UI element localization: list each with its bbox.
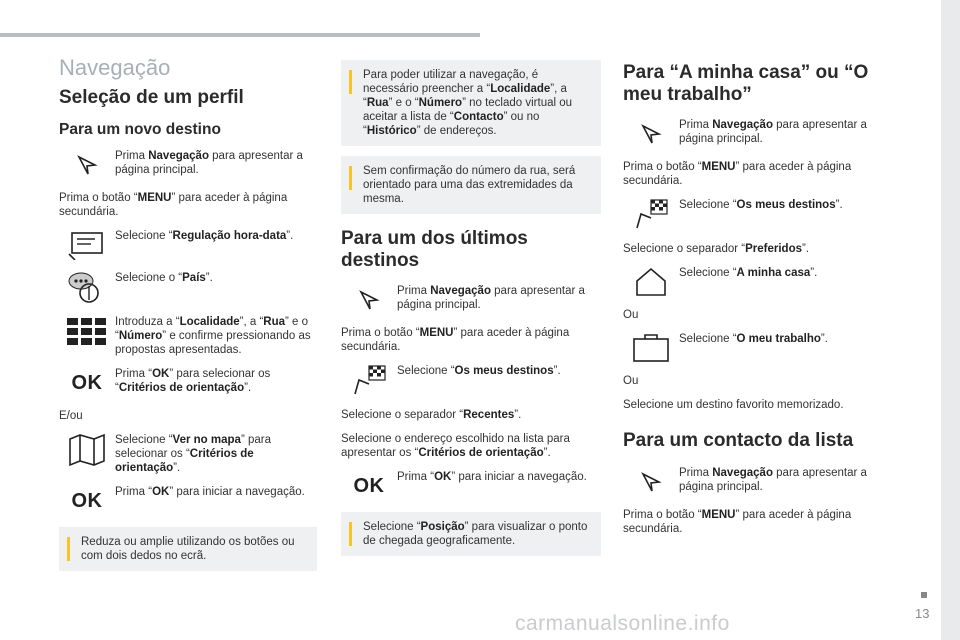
column-2 (341, 60, 601, 566)
paragraph-menu: Prima o botão “MENU” para aceder à página secundária. (623, 509, 852, 535)
step-ok-start: OK Prima “OK” para iniciar a navegação. (59, 485, 317, 517)
heading-new-destination: Para um novo destino (59, 121, 221, 138)
watermark: carmanualsonline.info (515, 612, 730, 635)
note-marker (349, 70, 352, 94)
navigation-arrow-icon (623, 466, 679, 498)
info-note-position: Selecione “Posição” para visualizar o ponto de chegada geograficamente. (341, 512, 601, 556)
column-1 (59, 55, 317, 581)
section-title: Navegação (59, 55, 171, 80)
heading-contact: Para um contacto da lista (623, 430, 854, 451)
map-icon (59, 433, 115, 467)
column-3 (623, 58, 883, 546)
ok-icon: OK (353, 474, 385, 497)
and-or-label: E/ou (59, 410, 83, 422)
paragraph-select-address: Selecione o endereço escolhido na lista para apresentar os “Critérios de orientação”. (341, 433, 570, 459)
heading-select-profile: Seleção de um perfil (59, 87, 244, 108)
heading-home-work: Para “A minha casa” ou “O meu trabalho” (623, 62, 869, 105)
step-ok-start: OK Prima “OK” para iniciar a navegação. (341, 470, 601, 502)
paragraph-menu: Prima o botão “MENU” para aceder à página secundária. (341, 327, 570, 353)
info-note-fields: Para poder utilizar a navegação, é necessário preencher a “Localidade”, a “Rua” e o “Número” no teclado virtual ou aceitar a lista de “Contacto” ou no “Histórico” de endereços. (341, 60, 601, 146)
keyboard-icon (59, 315, 115, 347)
ok-icon: OK (71, 489, 103, 512)
right-margin-band (941, 0, 960, 640)
step-ok-criteria: OK Prima “OK” para selecionar os “Critérios de orientação”. (59, 367, 317, 399)
paragraph-favorites-tab: Selecione o separador “Preferidos”. (623, 243, 810, 255)
paragraph-recent-tab: Selecione o separador “Recentes”. (341, 409, 522, 421)
page-marker (921, 592, 927, 598)
step-view-map: Selecione “Ver no mapa” para selecionar os “Critérios de orientação”. (59, 433, 317, 475)
step-my-home: Selecione “A minha casa”. (623, 266, 883, 298)
home-icon (623, 266, 679, 298)
navigation-arrow-icon (59, 149, 115, 181)
step-country: Selecione o “País”. (59, 271, 317, 305)
paragraph-menu: Prima o botão “MENU” para aceder à página secundária. (623, 161, 852, 187)
briefcase-icon (623, 332, 679, 364)
ok-icon: OK (71, 371, 103, 394)
note-marker (349, 522, 352, 546)
step-address: Introduza a “Localidade”, a “Rua” e o “Número” e confirme pressionando as propostas apresentadas. (59, 315, 317, 357)
step-my-destinations: Selecione “Os meus destinos”. (623, 198, 883, 232)
step-my-destinations: Selecione “Os meus destinos”. (341, 364, 601, 398)
paragraph-menu: Prima o botão “MENU” para aceder à página secundária. (59, 192, 288, 218)
info-note-zoom: Reduza ou amplie utilizando os botões ou com dois dedos no ecrã. (59, 527, 317, 571)
destination-flag-icon (341, 364, 397, 398)
info-note-street-number: Sem confirmação do número da rua, será orientado para uma das extremidades da mesma. (341, 156, 601, 214)
navigation-arrow-icon (341, 284, 397, 316)
page-number: 13 (915, 606, 930, 621)
step-time-date: Selecione “Regulação hora-data”. (59, 229, 317, 261)
step-navigation: Prima Navegação para apresentar a página principal. (623, 466, 883, 498)
step-navigation: Prima Navegação para apresentar a página principal. (341, 284, 601, 316)
voice-settings-icon (59, 271, 115, 305)
paragraph-favorite: Selecione um destino favorito memorizado. (623, 399, 844, 411)
heading-last-destinations: Para um dos últimos destinos (341, 228, 528, 271)
or-label: Ou (623, 375, 639, 387)
top-rule (0, 33, 480, 37)
settings-screen-icon (59, 229, 115, 261)
destination-flag-icon (623, 198, 679, 232)
step-navigation: Prima Navegação para apresentar a página principal. (623, 118, 883, 150)
or-label: Ou (623, 309, 639, 321)
navigation-arrow-icon (623, 118, 679, 150)
note-marker (67, 537, 70, 561)
step-my-work: Selecione “O meu trabalho”. (623, 332, 883, 364)
step-navigation: Prima Navegação para apresentar a página principal. (59, 149, 317, 181)
note-marker (349, 166, 352, 190)
